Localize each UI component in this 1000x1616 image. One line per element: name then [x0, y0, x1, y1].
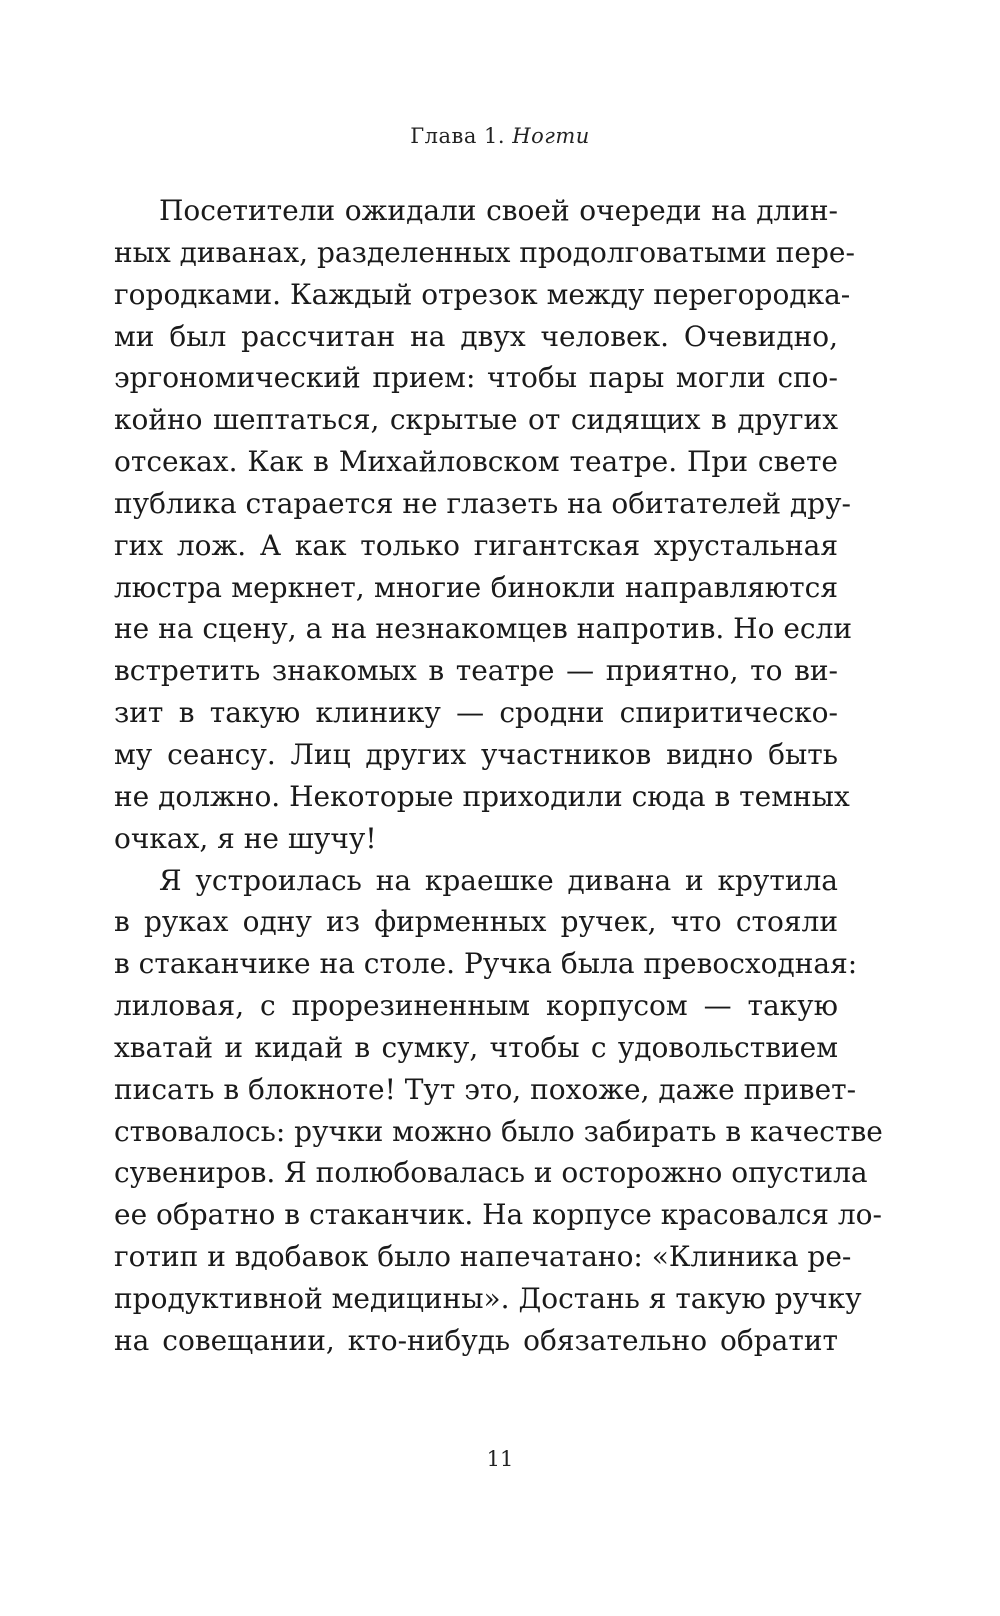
text-line: сувениров. Я полюбовалась и осторожно опустила — [114, 1156, 868, 1190]
text-line: ствовалось: ручки можно было забирать в качестве — [114, 1114, 883, 1148]
text-line: Посетители ожидали своей очереди на длин- — [159, 194, 838, 227]
body-text — [114, 190, 883, 1362]
text-line: писать в блокноте! Тут это, похоже, даже привет- — [114, 1072, 857, 1106]
text-line: в руках одну из фирменных ручек, что стояли — [114, 905, 838, 939]
text-line: Я устроилась на краешке дивана и крутила — [159, 863, 838, 897]
text-line: гих лож. А как только гигантская хрустальная — [114, 528, 838, 562]
text-line: му сеансу. Лиц других участников видно быть — [114, 737, 838, 771]
text-line: эргономический прием: чтобы пары могли спо- — [114, 361, 838, 395]
chapter-label: Глава 1. — [410, 124, 506, 148]
text-line: встретить знакомых в театре — приятно, то ви- — [114, 654, 838, 688]
text-line: публика старается не глазеть на обитателей дру- — [114, 486, 851, 520]
text-line: ми был рассчитан на двух человек. Очевидно, — [114, 319, 838, 353]
text-line: готип и вдобавок было напечатано: «Клиника ре- — [114, 1240, 852, 1274]
text-line: продуктивной медицины». Достань я такую ручку — [114, 1281, 862, 1315]
text-line: не должно. Некоторые приходили сюда в темных — [114, 779, 850, 813]
text-line: очках, я не шучу! — [114, 821, 377, 855]
text-line: люстра меркнет, многие бинокли направляются — [114, 570, 838, 604]
text-line: не на сцену, а на незнакомцев напротив. Но если — [114, 612, 853, 646]
chapter-title: Ногти — [512, 124, 590, 148]
text-line: отсеках. Как в Михайловском театре. При свете — [114, 445, 838, 479]
text-line: на совещании, кто-нибудь обязательно обратит — [114, 1323, 838, 1357]
page-number: 11 — [486, 1447, 514, 1471]
text-line: в стаканчике на столе. Ручка была превосходная: — [114, 947, 858, 981]
running-head — [0, 124, 1000, 148]
text-line: зит в такую клинику — сродни спиритическо- — [114, 696, 838, 730]
text-line: ных диванах, разделенных продолговатыми пере- — [114, 235, 855, 269]
text-line: городками. Каждый отрезок между перегородка- — [114, 277, 851, 311]
text-line: лиловая, с прорезиненным корпусом — такую — [114, 989, 838, 1023]
text-line: хватай и кидай в сумку, чтобы с удовольствием — [114, 1030, 838, 1064]
text-line: койно шептаться, скрытые от сидящих в других — [114, 403, 838, 437]
text-line: ее обратно в стаканчик. На корпусе красовался ло- — [114, 1198, 882, 1232]
